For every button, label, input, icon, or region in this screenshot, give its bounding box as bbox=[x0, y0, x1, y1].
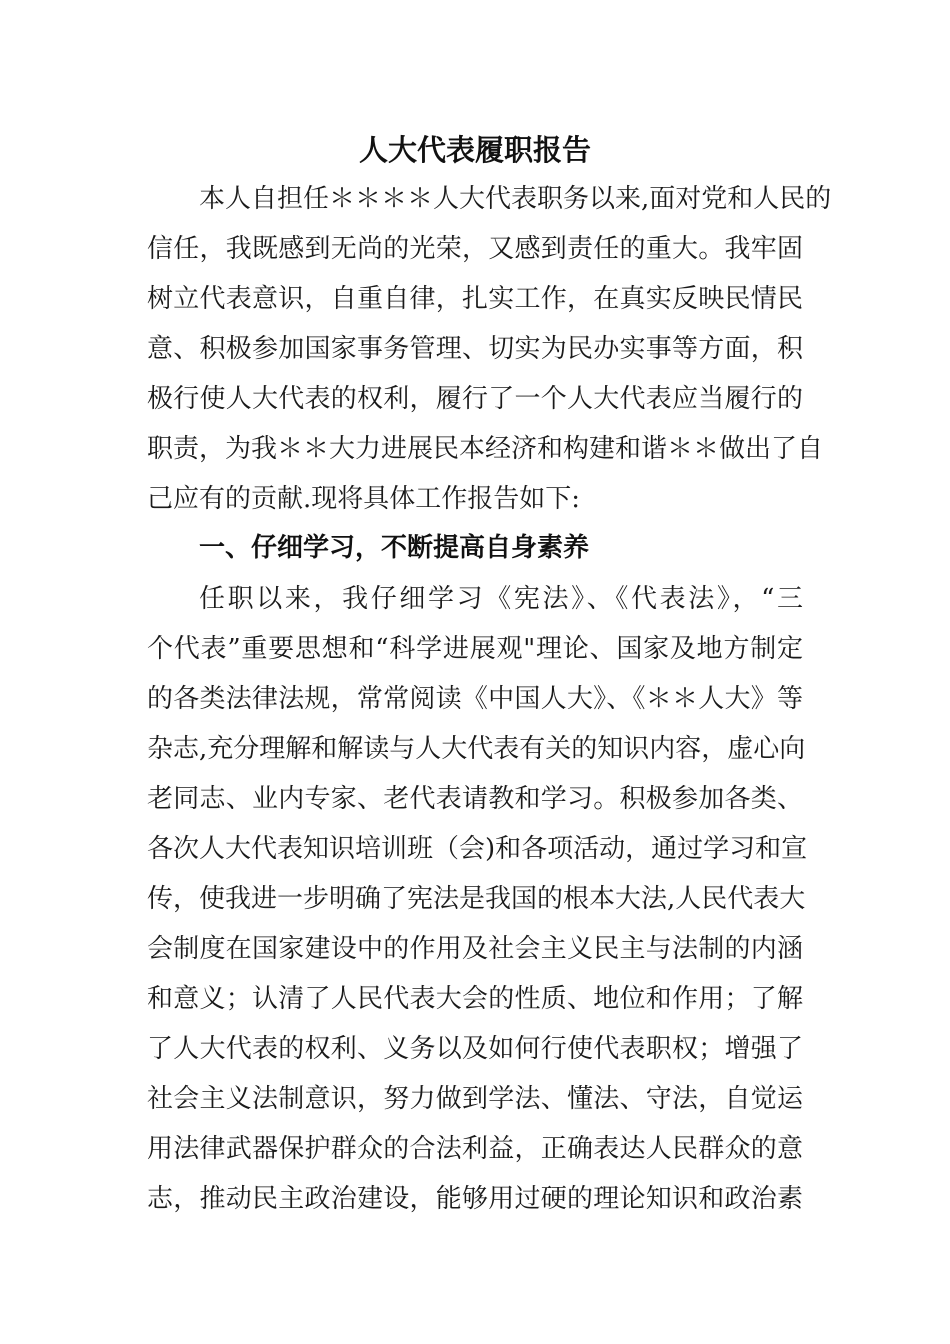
paragraph-line: 职责，为我＊＊大力进展民本经济和构建和谐＊＊做出了自 bbox=[147, 434, 824, 464]
paragraph-line: 会制度在国家建设中的作用及社会主义民主与法制的内涵 bbox=[147, 934, 803, 964]
paragraph-line: 杂志,充分理解和解读与人大代表有关的知识内容，虚心向 bbox=[147, 734, 806, 764]
paragraph-line: 用法律武器保护群众的合法利益，正确表达人民群众的意 bbox=[147, 1134, 803, 1164]
paragraph-line: 任职以来，我仔细学习《宪法》、《代表法》，“三 bbox=[199, 584, 803, 614]
paragraph-line: 本人自担任＊＊＊＊人大代表职务以来,面对党和人民的 bbox=[199, 184, 832, 214]
section-heading: 一、仔细学习，不断提高自身素养 bbox=[199, 533, 590, 563]
paragraph-line: 树立代表意识，自重自律，扎实工作，在真实反映民情民 bbox=[147, 284, 803, 314]
document-title: 人大代表履职报告 bbox=[358, 133, 591, 167]
paragraph-line: 和意义；认清了人民代表大会的性质、地位和作用；了解 bbox=[147, 984, 803, 1014]
paragraph-line: 社会主义法制意识，努力做到学法、懂法、守法，自觉运 bbox=[147, 1084, 803, 1114]
paragraph-line: 己应有的贡献.现将具体工作报告如下: bbox=[147, 484, 581, 514]
paragraph-line: 信任，我既感到无尚的光荣，又感到责任的重大。我牢固 bbox=[147, 234, 803, 264]
paragraph-line: 极行使人大代表的权利，履行了一个人大代表应当履行的 bbox=[147, 384, 803, 414]
paragraph-line: 了人大代表的权利、义务以及如何行使代表职权；增强了 bbox=[147, 1034, 803, 1064]
paragraph-line: 传，使我进一步明确了宪法是我国的根本大法,人民代表大 bbox=[147, 884, 806, 914]
paragraph-line: 老同志、业内专家、老代表请教和学习。积极参加各类、 bbox=[147, 784, 803, 814]
paragraph-line: 各次人大代表知识培训班（会)和各项活动，通过学习和宣 bbox=[147, 834, 808, 864]
paragraph-line: 意、积极参加国家事务管理、切实为民办实事等方面，积 bbox=[147, 334, 803, 364]
paragraph-line: 个代表”重要思想和“科学进展观"理论、国家及地方制定 bbox=[147, 634, 803, 664]
paragraph-line: 的各类法律法规，常常阅读《中国人大》、《＊＊人大》等 bbox=[147, 684, 803, 714]
paragraph-line: 志，推动民主政治建设，能够用过硬的理论知识和政治素 bbox=[147, 1184, 803, 1214]
